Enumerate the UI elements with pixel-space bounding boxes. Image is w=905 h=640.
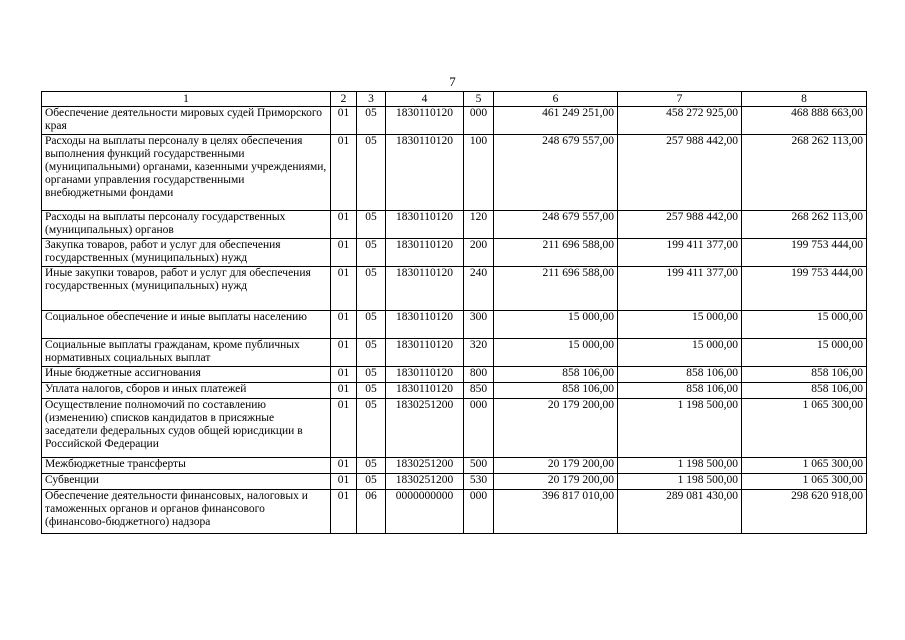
row-amount-col7: 289 081 430,00: [618, 490, 742, 534]
row-amount-col7: 257 988 442,00: [618, 211, 742, 239]
row-subsection: 05: [357, 311, 386, 339]
row-amount-col7: 15 000,00: [618, 311, 742, 339]
column-header: 4: [386, 92, 464, 107]
row-section: 01: [331, 267, 357, 311]
row-amount-col8: 1 065 300,00: [742, 474, 867, 490]
table-row: [42, 474, 867, 490]
row-name: Осуществление полномочий по составлению (изменению) списков кандидатов в присяжные заседатели федеральных судов общей юрисдикции в Российской Федерации: [42, 399, 331, 458]
row-subsection: 05: [357, 267, 386, 311]
row-amount-col6: 461 249 251,00: [494, 107, 618, 135]
table-row: [42, 311, 867, 339]
row-name: Субвенции: [42, 474, 331, 490]
table-row: [42, 339, 867, 367]
row-expense-type: 500: [464, 458, 494, 474]
row-expense-type: 000: [464, 107, 494, 135]
row-subsection: 05: [357, 474, 386, 490]
row-expense-type: 320: [464, 339, 494, 367]
row-target-code: 1830110120: [386, 135, 464, 211]
row-target-code: 1830110120: [386, 339, 464, 367]
row-name: Иные бюджетные ассигнования: [42, 367, 331, 383]
row-amount-col8: 858 106,00: [742, 383, 867, 399]
row-name: Закупка товаров, работ и услуг для обеспечения государственных (муниципальных) нужд: [42, 239, 331, 267]
page-number: 7: [449, 74, 456, 89]
row-expense-type: 100: [464, 135, 494, 211]
row-target-code: 1830110120: [386, 107, 464, 135]
row-section: 01: [331, 311, 357, 339]
row-expense-type: 120: [464, 211, 494, 239]
table-row: [42, 399, 867, 458]
row-amount-col6: 211 696 588,00: [494, 239, 618, 267]
row-target-code: 0000000000: [386, 490, 464, 534]
row-expense-type: 300: [464, 311, 494, 339]
row-subsection: 06: [357, 490, 386, 534]
row-target-code: 1830110120: [386, 311, 464, 339]
row-subsection: 05: [357, 135, 386, 211]
row-amount-col7: 1 198 500,00: [618, 474, 742, 490]
row-name: Расходы на выплаты персоналу государственных (муниципальных) органов: [42, 211, 331, 239]
row-section: 01: [331, 474, 357, 490]
row-amount-col6: 15 000,00: [494, 339, 618, 367]
row-section: 01: [331, 383, 357, 399]
table-row: [42, 211, 867, 239]
row-amount-col7: 858 106,00: [618, 367, 742, 383]
row-expense-type: 240: [464, 267, 494, 311]
row-amount-col6: 858 106,00: [494, 383, 618, 399]
column-header: 2: [331, 92, 357, 107]
row-name: Межбюджетные трансферты: [42, 458, 331, 474]
table-row: [42, 458, 867, 474]
row-amount-col6: 20 179 200,00: [494, 458, 618, 474]
row-subsection: 05: [357, 399, 386, 458]
row-amount-col7: 858 106,00: [618, 383, 742, 399]
row-amount-col8: 1 065 300,00: [742, 458, 867, 474]
row-amount-col7: 257 988 442,00: [618, 135, 742, 211]
row-name: Расходы на выплаты персоналу в целях обеспечения выполнения функций государственными (муниципальными) органами, казенными учреждениями, органами управления государственными внебюджетными фондами: [42, 135, 331, 211]
row-name: Обеспечение деятельности финансовых, налоговых и таможенных органов и органов финансового (финансово-бюджетного) надзора: [42, 490, 331, 534]
row-expense-type: 530: [464, 474, 494, 490]
column-header: 6: [494, 92, 618, 107]
column-header: 5: [464, 92, 494, 107]
row-amount-col6: 15 000,00: [494, 311, 618, 339]
row-subsection: 05: [357, 383, 386, 399]
column-header: 3: [357, 92, 386, 107]
row-section: 01: [331, 211, 357, 239]
row-amount-col6: 211 696 588,00: [494, 267, 618, 311]
row-amount-col8: 298 620 918,00: [742, 490, 867, 534]
row-amount-col8: 199 753 444,00: [742, 239, 867, 267]
row-amount-col8: 15 000,00: [742, 339, 867, 367]
row-amount-col6: 248 679 557,00: [494, 211, 618, 239]
row-target-code: 1830251200: [386, 399, 464, 458]
row-name: Обеспечение деятельности мировых судей Приморского края: [42, 107, 331, 135]
row-target-code: 1830110120: [386, 383, 464, 399]
row-section: 01: [331, 367, 357, 383]
row-target-code: 1830110120: [386, 211, 464, 239]
table-header-row: [42, 92, 867, 107]
table-row: [42, 367, 867, 383]
row-subsection: 05: [357, 239, 386, 267]
row-amount-col7: 458 272 925,00: [618, 107, 742, 135]
row-amount-col7: 1 198 500,00: [618, 399, 742, 458]
row-section: 01: [331, 399, 357, 458]
row-subsection: 05: [357, 339, 386, 367]
row-name: Иные закупки товаров, работ и услуг для обеспечения государственных (муниципальных) нужд: [42, 267, 331, 311]
row-subsection: 05: [357, 211, 386, 239]
row-amount-col8: 268 262 113,00: [742, 135, 867, 211]
table-row: [42, 490, 867, 534]
row-name: Социальное обеспечение и иные выплаты населению: [42, 311, 331, 339]
row-amount-col6: 396 817 010,00: [494, 490, 618, 534]
row-section: 01: [331, 239, 357, 267]
row-subsection: 05: [357, 107, 386, 135]
row-section: 01: [331, 135, 357, 211]
row-name: Уплата налогов, сборов и иных платежей: [42, 383, 331, 399]
row-amount-col6: 20 179 200,00: [494, 474, 618, 490]
column-header: 7: [618, 92, 742, 107]
row-amount-col7: 15 000,00: [618, 339, 742, 367]
row-section: 01: [331, 339, 357, 367]
row-target-code: 1830110120: [386, 267, 464, 311]
row-expense-type: 000: [464, 399, 494, 458]
row-section: 01: [331, 458, 357, 474]
row-subsection: 05: [357, 367, 386, 383]
row-amount-col7: 199 411 377,00: [618, 239, 742, 267]
table-row: [42, 135, 867, 211]
row-target-code: 1830110120: [386, 239, 464, 267]
row-amount-col6: 20 179 200,00: [494, 399, 618, 458]
row-expense-type: 800: [464, 367, 494, 383]
row-amount-col8: 858 106,00: [742, 367, 867, 383]
row-target-code: 1830110120: [386, 367, 464, 383]
row-expense-type: 000: [464, 490, 494, 534]
row-amount-col6: 858 106,00: [494, 367, 618, 383]
column-header: 8: [742, 92, 867, 107]
row-expense-type: 850: [464, 383, 494, 399]
row-target-code: 1830251200: [386, 474, 464, 490]
budget-table: [41, 91, 867, 534]
row-amount-col7: 199 411 377,00: [618, 267, 742, 311]
row-amount-col6: 248 679 557,00: [494, 135, 618, 211]
row-expense-type: 200: [464, 239, 494, 267]
row-section: 01: [331, 107, 357, 135]
row-amount-col8: 468 888 663,00: [742, 107, 867, 135]
row-amount-col8: 268 262 113,00: [742, 211, 867, 239]
column-header: 1: [42, 92, 331, 107]
row-amount-col7: 1 198 500,00: [618, 458, 742, 474]
row-section: 01: [331, 490, 357, 534]
table-row: [42, 383, 867, 399]
table-row: [42, 107, 867, 135]
row-amount-col8: 15 000,00: [742, 311, 867, 339]
table-row: [42, 239, 867, 267]
row-name: Социальные выплаты гражданам, кроме публичных нормативных социальных выплат: [42, 339, 331, 367]
row-amount-col8: 199 753 444,00: [742, 267, 867, 311]
row-target-code: 1830251200: [386, 458, 464, 474]
table-row: [42, 267, 867, 311]
row-subsection: 05: [357, 458, 386, 474]
row-amount-col8: 1 065 300,00: [742, 399, 867, 458]
